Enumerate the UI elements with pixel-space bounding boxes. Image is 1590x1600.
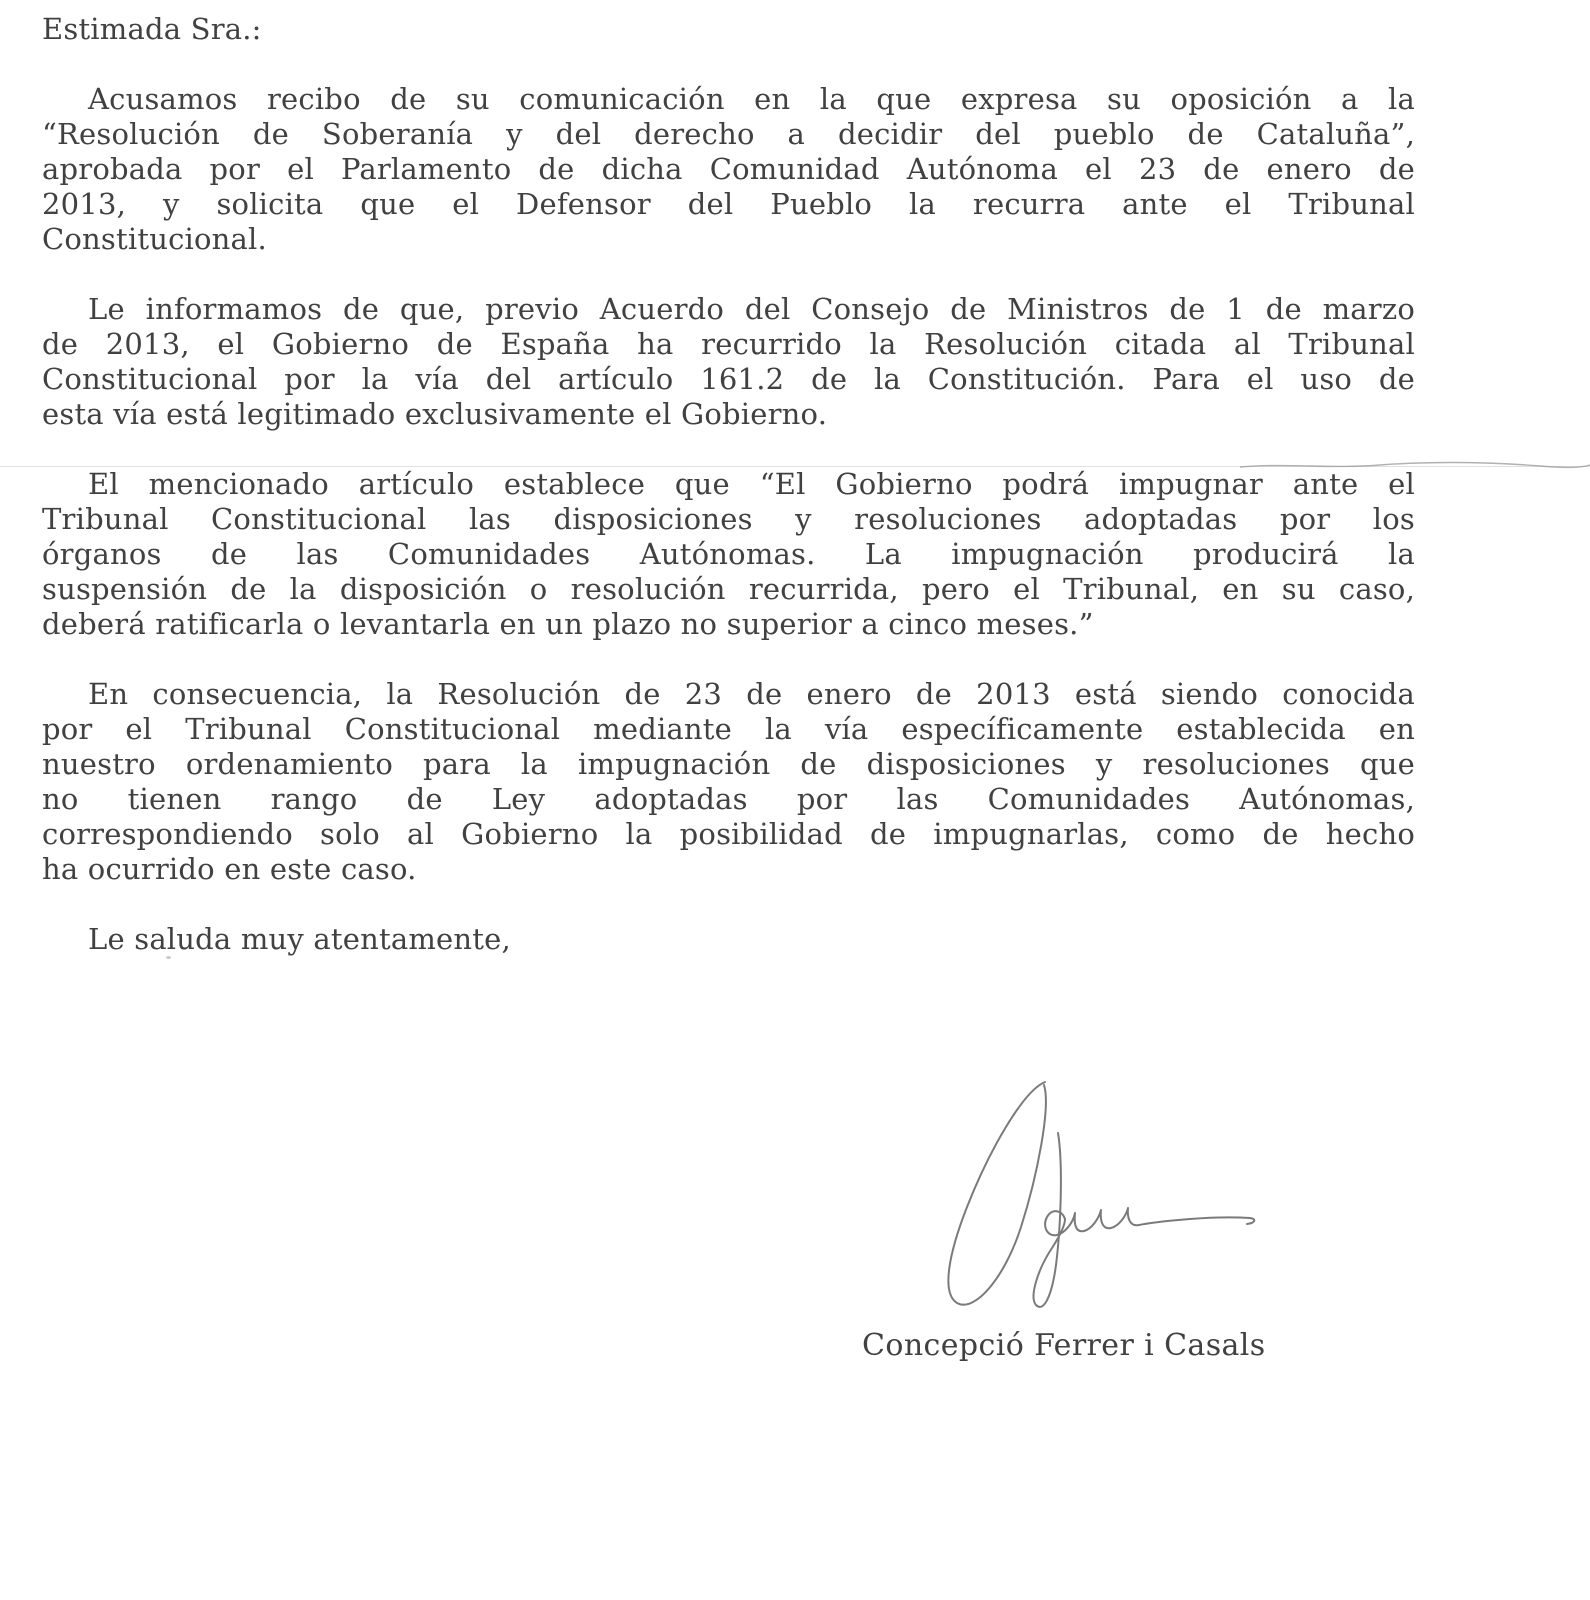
closing: Le saluda muy atentamente, <box>88 922 511 956</box>
letter-paragraph <box>42 677 1415 887</box>
letter-line: no tienen rango de Ley adoptadas por las Comunidades Autónomas, <box>42 782 1415 816</box>
letter-paragraph <box>42 467 1415 642</box>
letter-line: ha ocurrido en este caso. <box>42 852 417 886</box>
scan-artifact-wave <box>1240 458 1590 474</box>
letter-line: 2013, y solicita que el Defensor del Pueblo la recurra ante el Tribunal <box>42 187 1415 221</box>
letter-line: Acusamos recibo de su comunicación en la que expresa su oposición a la <box>88 82 1415 116</box>
letter-line: nuestro ordenamiento para la impugnación de disposiciones y resoluciones que <box>42 747 1415 781</box>
letter-line: por el Tribunal Constitucional mediante la vía específicamente establecida en <box>42 712 1415 746</box>
letter-paragraphs <box>42 82 1415 887</box>
letter-line: órganos de las Comunidades Autónomas. La impugnación producirá la <box>42 537 1415 571</box>
letter-line: Le informamos de que, previo Acuerdo del Consejo de Ministros de 1 de marzo <box>88 292 1415 326</box>
letter-body <box>42 12 1415 957</box>
letter-line: suspensión de la disposición o resolución recurrida, pero el Tribunal, en su caso, <box>42 572 1415 606</box>
letter-line: correspondiendo solo al Gobierno la posibilidad de impugnarlas, como de hecho <box>42 817 1415 851</box>
letter-line: El mencionado artículo establece que “El Gobierno podrá impugnar ante el <box>88 467 1415 501</box>
letter-line: esta vía está legitimado exclusivamente el Gobierno. <box>42 397 828 431</box>
letter-line: Constitucional por la vía del artículo 161.2 de la Constitución. Para el uso de <box>42 362 1415 396</box>
letter-line: “Resolución de Soberanía y del derecho a decidir del pueblo de Cataluña”, <box>42 117 1415 151</box>
letter-line: aprobada por el Parlamento de dicha Comunidad Autónoma el 23 de enero de <box>42 152 1415 186</box>
signature-handwriting-icon <box>905 1055 1285 1335</box>
salutation: Estimada Sra.: <box>42 12 262 46</box>
letter-line: deberá ratificarla o levantarla en un plazo no superior a cinco meses.” <box>42 607 1094 641</box>
letter-paragraph <box>42 82 1415 257</box>
signature-name: Concepció Ferrer i Casals <box>862 1328 1266 1363</box>
letter-line: Constitucional. <box>42 222 267 256</box>
scan-artifact-speck <box>166 956 171 959</box>
letter-paragraph <box>42 292 1415 432</box>
letter-line: Tribunal Constitucional las disposiciones y resoluciones adoptadas por los <box>42 502 1415 536</box>
letter-line: de 2013, el Gobierno de España ha recurrido la Resolución citada al Tribunal <box>42 327 1415 361</box>
letter-line: En consecuencia, la Resolución de 23 de enero de 2013 está siendo conocida <box>88 677 1415 711</box>
